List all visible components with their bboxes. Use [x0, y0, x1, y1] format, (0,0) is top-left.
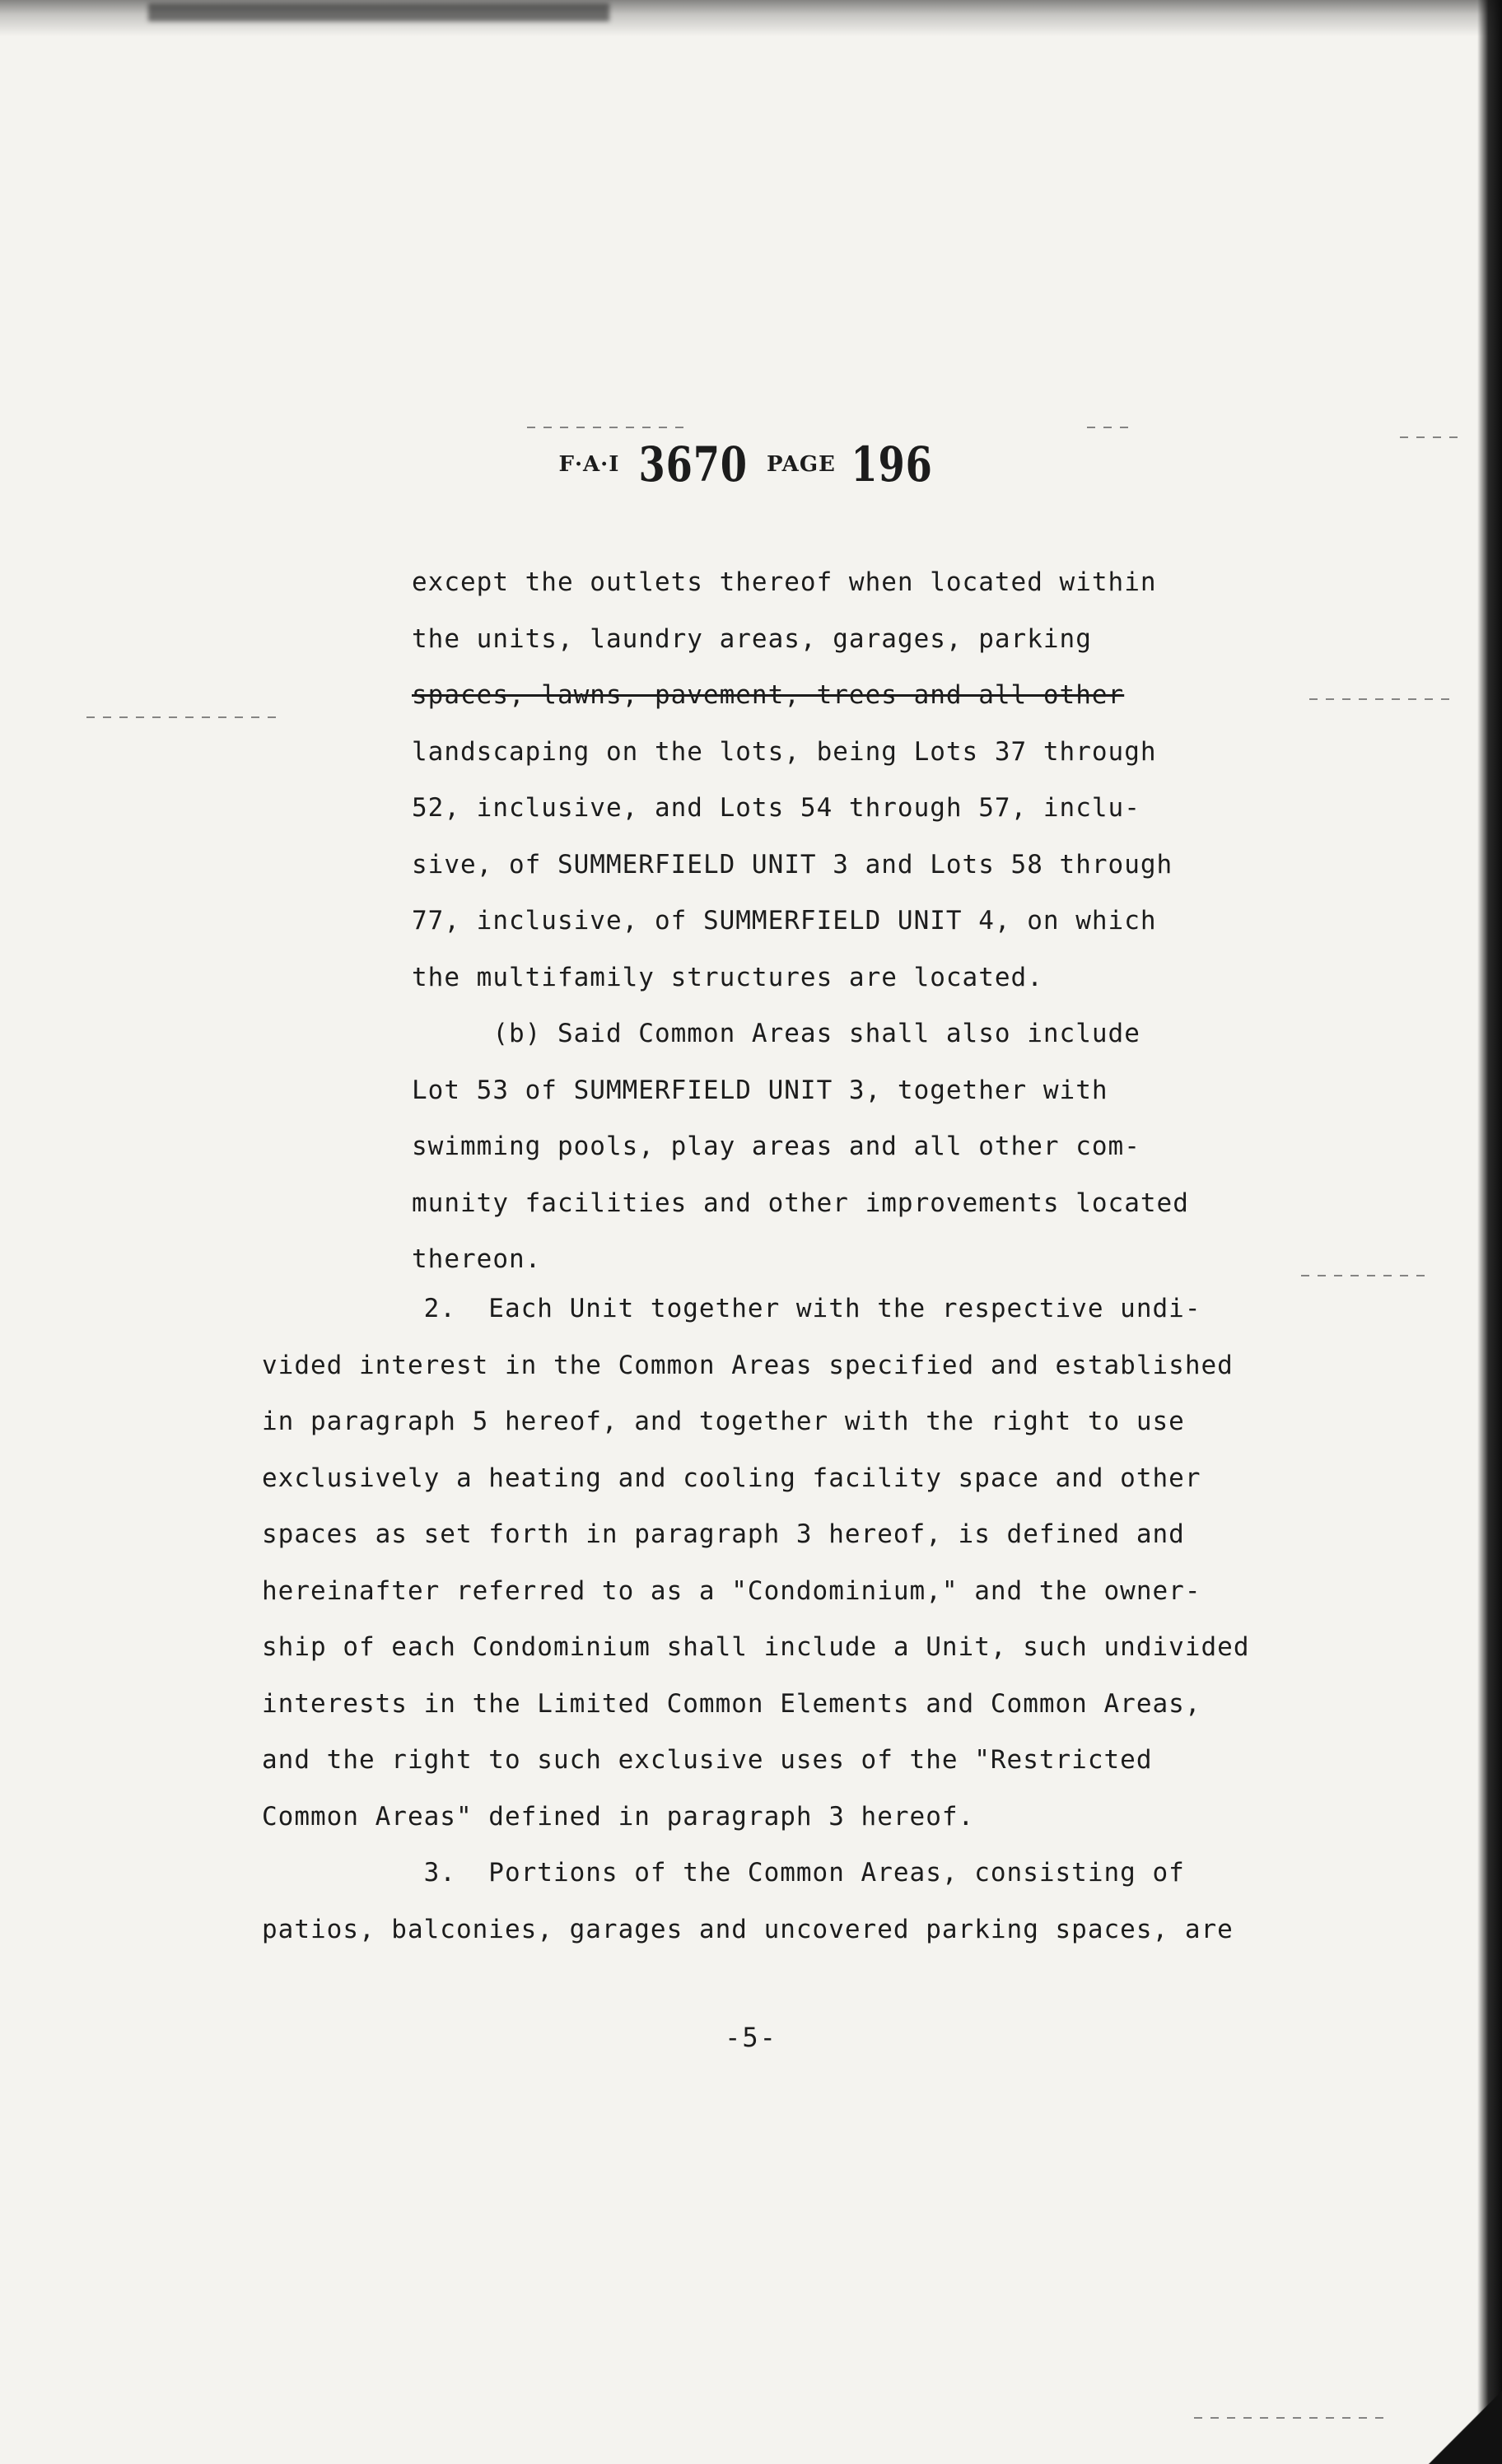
text-block-condominium — [262, 1281, 1332, 1958]
text-line-struck: spaces, lawns, pavement, trees and all other — [412, 680, 1125, 710]
text-line: (b) Said Common Areas shall also include — [412, 1019, 1140, 1048]
text-line: the units, laundry areas, garages, parking — [412, 623, 1092, 654]
book-prefix: F·A·I — [558, 452, 620, 477]
text-line: except the outlets thereof when located within — [412, 567, 1157, 597]
stamp-page-number: 196 — [851, 436, 934, 492]
text-line: 52, inclusive, and Lots 54 through 57, inclu- — [412, 793, 1140, 823]
page-word: PAGE — [766, 452, 836, 477]
text-line: spaces as set forth in paragraph 3 hereof, is defined and — [262, 1519, 1185, 1549]
scan-margin-dash — [1309, 698, 1458, 700]
text-line: the multifamily structures are located. — [412, 962, 1043, 992]
text-line: exclusively a heating and cooling facility space and other — [262, 1463, 1201, 1493]
footer-page-number: -5- — [725, 2022, 777, 2053]
text-line: munity facilities and other improvements located — [412, 1188, 1189, 1218]
scan-margin-dash — [86, 716, 284, 718]
text-line: thereon. — [412, 1244, 542, 1274]
book-number: 3670 — [638, 436, 748, 492]
text-line: Lot 53 of SUMMERFIELD UNIT 3, together with — [412, 1075, 1108, 1105]
text-line: sive, of SUMMERFIELD UNIT 3 and Lots 58 through — [412, 849, 1173, 880]
text-line: ship of each Condominium shall include a Unit, such undivided — [262, 1632, 1250, 1662]
scan-bottom-dash — [1194, 2417, 1392, 2419]
text-line: Common Areas" defined in paragraph 3 hereof. — [262, 1801, 975, 1832]
scan-margin-dash — [1301, 1275, 1433, 1276]
text-line: landscaping on the lots, being Lots 37 through — [412, 736, 1157, 767]
text-line: patios, balconies, garages and uncovered parking spaces, are — [262, 1914, 1234, 1944]
text-line: interests in the Limited Common Elements and Common Areas, — [262, 1688, 1201, 1719]
text-line: in paragraph 5 hereof, and together with the right to use — [262, 1407, 1185, 1436]
scan-bottom-corner — [1428, 2373, 1502, 2464]
book-page-stamp — [0, 436, 1502, 492]
scan-top-smear-dark — [148, 3, 609, 21]
text-line: vided interest in the Common Areas specified and established — [262, 1350, 1234, 1380]
scan-header-dash — [527, 427, 692, 428]
text-line: 2. Each Unit together with the respective undi- — [262, 1294, 1201, 1323]
text-line: 3. Portions of the Common Areas, consisting of — [262, 1858, 1185, 1888]
text-line: 77, inclusive, of SUMMERFIELD UNIT 4, on which — [412, 906, 1157, 936]
text-line: and the right to such exclusive uses of the "Restricted — [262, 1745, 1153, 1775]
text-line: hereinafter referred to as a "Condominium," and the owner- — [262, 1575, 1201, 1606]
text-line: swimming pools, play areas and all other com- — [412, 1132, 1140, 1161]
scan-header-dash — [1087, 427, 1136, 428]
text-block-common-areas — [412, 554, 1285, 1288]
scan-right-edge — [1477, 0, 1502, 2464]
